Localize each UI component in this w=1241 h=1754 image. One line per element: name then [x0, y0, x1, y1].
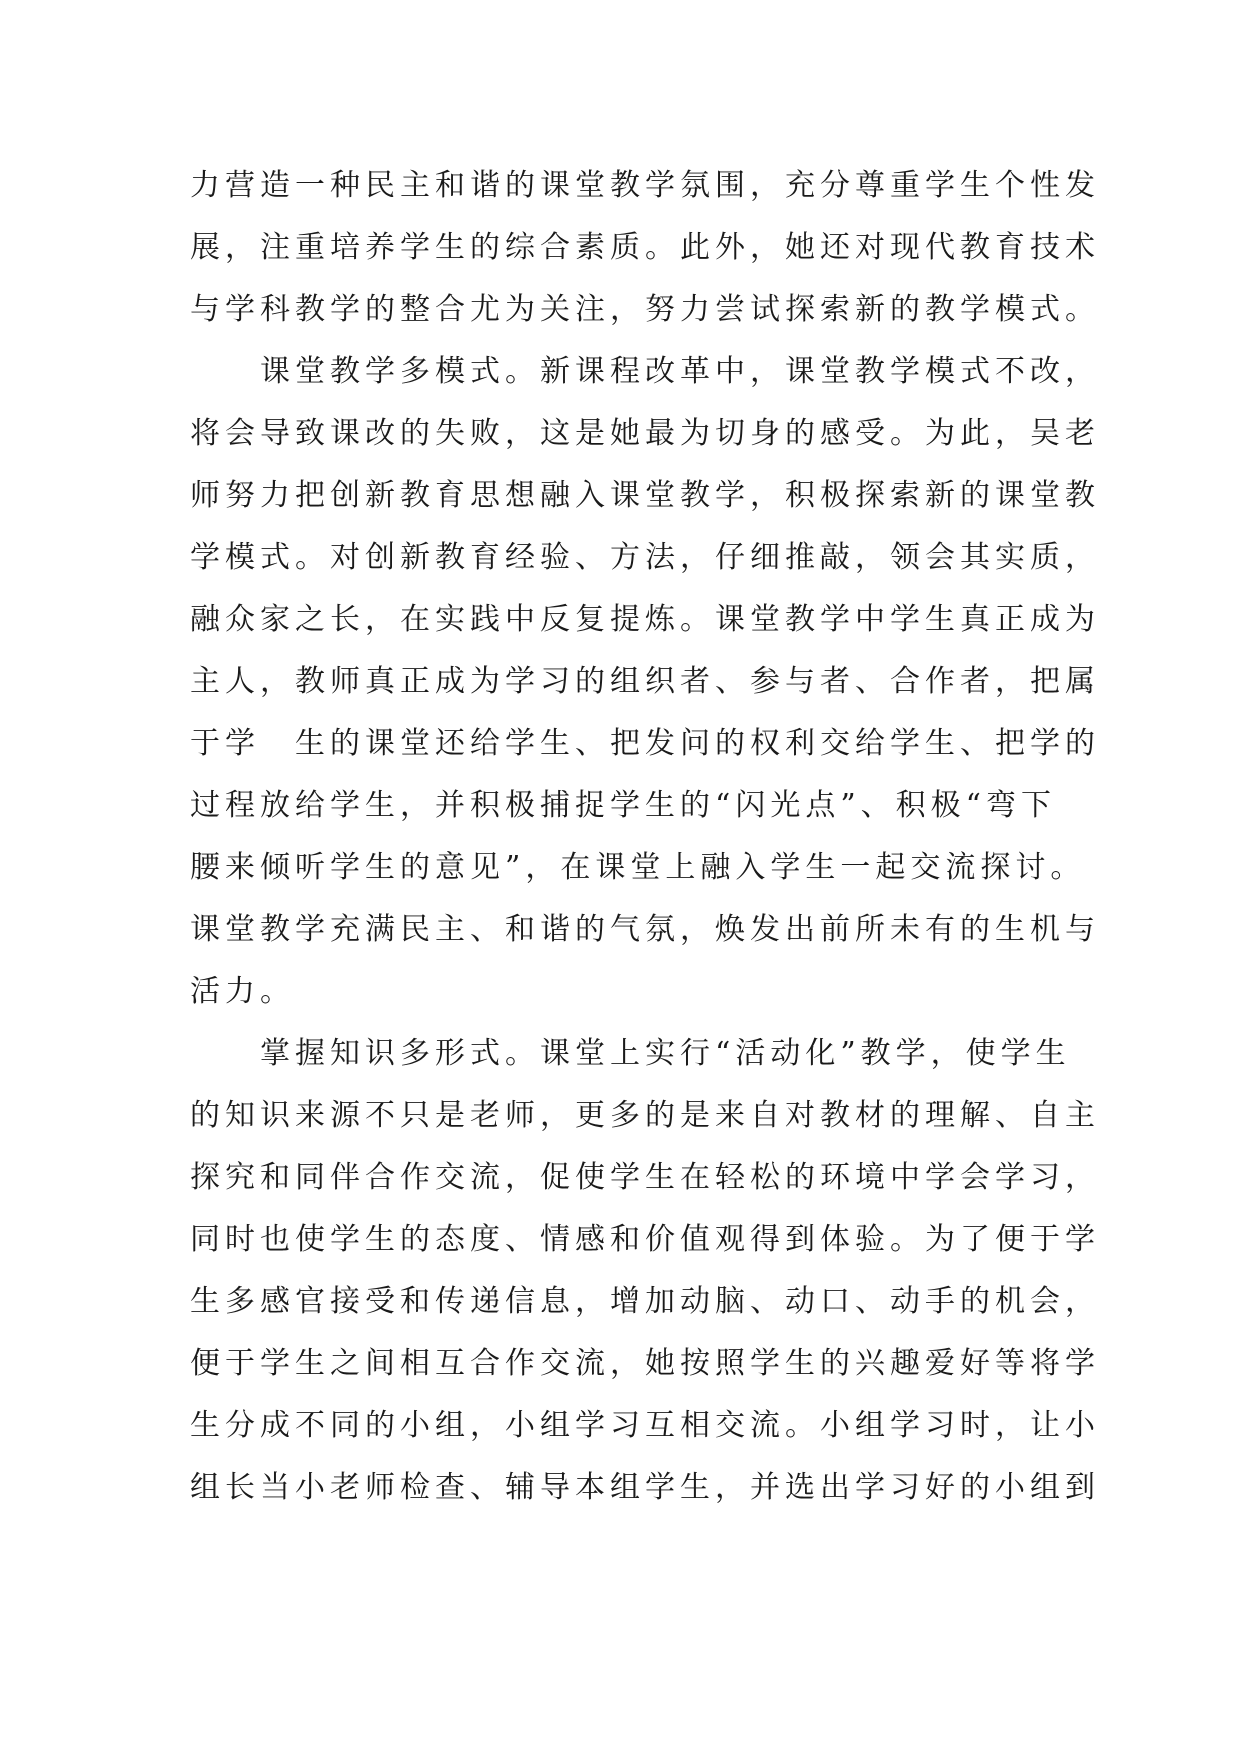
- text-line: 组长当小老师检查、辅导本组学生，并选出学习好的小组到: [190, 1470, 1100, 1505]
- paragraph-start-line: 掌握知识多形式。课堂上实行“活动化”教学，使学生: [260, 1036, 1071, 1071]
- text-line: 同时也使学生的态度、情感和价值观得到体验。为了便于学: [190, 1222, 1100, 1257]
- text-line: 的知识来源不只是老师，更多的是来自对教材的理解、自主: [190, 1098, 1100, 1133]
- text-line: 将会导致课改的失败，这是她最为切身的感受。为此，吴老: [190, 416, 1100, 451]
- text-line: 与学科教学的整合尤为关注，努力尝试探索新的教学模式。: [190, 292, 1100, 327]
- text-line: 便于学生之间相互合作交流，她按照学生的兴趣爱好等将学: [190, 1346, 1100, 1381]
- paragraph-start-line: 课堂教学多模式。新课程改革中，课堂教学模式不改，: [260, 354, 1100, 389]
- text-line: 师努力把创新教育思想融入课堂教学，积极探索新的课堂教: [190, 478, 1100, 513]
- text-line: 课堂教学充满民主、和谐的气氛，焕发出前所未有的生机与: [190, 912, 1100, 947]
- text-line: 于学 生的课堂还给学生、把发问的权利交给学生、把学的: [190, 726, 1100, 761]
- text-line: 力营造一种民主和谐的课堂教学氛围，充分尊重学生个性发: [190, 168, 1100, 203]
- text-line: 探究和同伴合作交流，促使学生在轻松的环境中学会学习，: [190, 1160, 1100, 1195]
- text-line: 融众家之长，在实践中反复提炼。课堂教学中学生真正成为: [190, 602, 1100, 637]
- text-line: 活力。: [190, 974, 295, 1009]
- text-line: 学模式。对创新教育经验、方法，仔细推敲，领会其实质，: [190, 540, 1100, 575]
- text-line: 展，注重培养学生的综合素质。此外，她还对现代教育技术: [190, 230, 1100, 265]
- text-line: 主人，教师真正成为学习的组织者、参与者、合作者，把属: [190, 664, 1100, 699]
- text-line: 生分成不同的小组，小组学习互相交流。小组学习时，让小: [190, 1408, 1100, 1443]
- text-line: 过程放给学生，并积极捕捉学生的“闪光点”、积极“弯下: [190, 788, 1057, 823]
- text-line: 腰来倾听学生的意见”，在课堂上融入学生一起交流探讨。: [190, 850, 1086, 885]
- text-line: 生多感官接受和传递信息，增加动脑、动口、动手的机会，: [190, 1284, 1100, 1319]
- body-text: [190, 155, 1100, 1519]
